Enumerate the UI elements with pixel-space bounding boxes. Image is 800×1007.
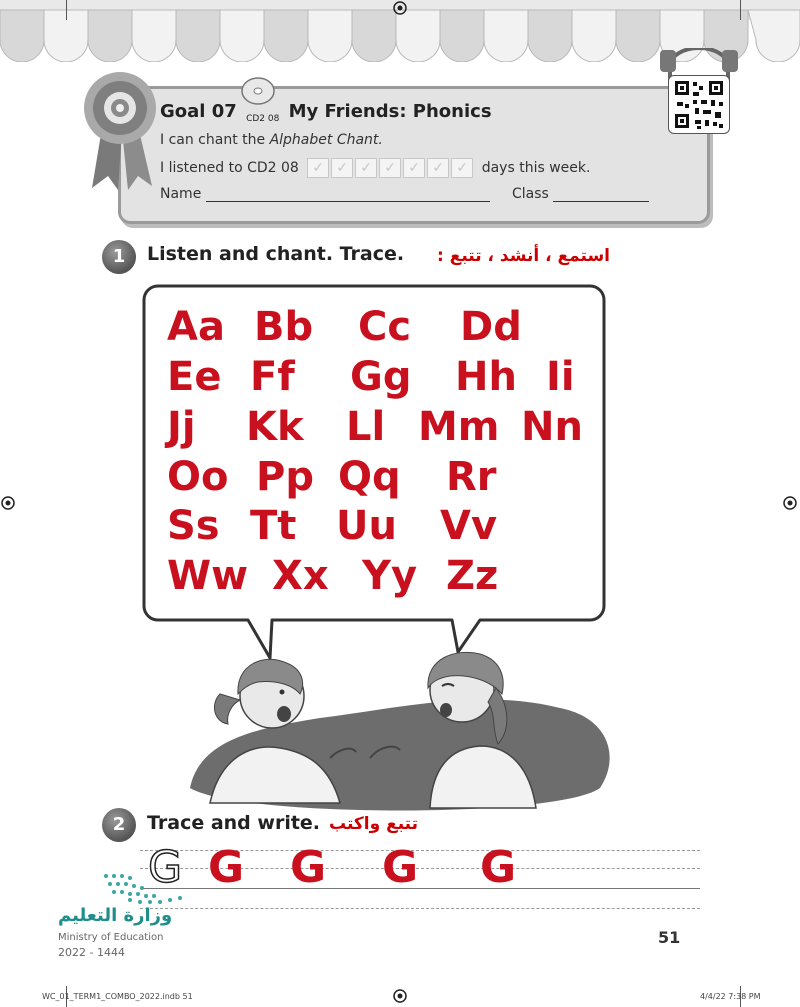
chanting-children-illustration [180, 618, 620, 818]
unit-title: My Friends: Phonics [288, 101, 492, 122]
print-slug-date: 4/4/22 7:38 PM [700, 992, 761, 1001]
qr-code[interactable] [668, 75, 730, 134]
class-row [512, 186, 649, 202]
written-letter-g: G [480, 842, 517, 893]
letter-pair-hh: Hh [455, 354, 517, 400]
letter-pair-ss: Ss [167, 503, 220, 549]
rosette-badge-icon [78, 68, 162, 192]
registration-mark-top [392, 0, 408, 16]
letter-pair-pp: Pp [256, 454, 314, 500]
day-check-4[interactable]: ✓ [379, 158, 401, 178]
can-prefix: I can chant the [160, 132, 270, 148]
letter-pair-yy: Yy [362, 553, 418, 599]
day-check-6[interactable]: ✓ [427, 158, 449, 178]
crop-mark [66, 0, 67, 20]
letter-pair-ll: Ll [346, 404, 386, 450]
registration-mark-right [782, 495, 798, 511]
cd-reference: CD2 08 [246, 114, 280, 124]
ministry-name-arabic: وزارة التعليم [58, 905, 173, 926]
exercise-2-instruction: Trace and write. [147, 812, 321, 834]
ministry-logo-icon [100, 868, 190, 908]
letter-pair-mm: Mm [418, 404, 500, 450]
letter-pair-ii: Ii [546, 354, 575, 400]
day-check-7[interactable]: ✓ [451, 158, 473, 178]
written-letter-g: G [290, 842, 327, 893]
letter-pair-rr: Rr [446, 454, 497, 500]
letter-pair-ff: Ff [250, 354, 295, 400]
letter-pair-jj: Jj [167, 404, 196, 450]
qr-code-icon [669, 76, 729, 133]
goal-label: Goal 07 [160, 101, 237, 122]
letter-pair-zz: Zz [446, 553, 499, 599]
class-field[interactable] [553, 187, 649, 202]
exercise-2-arabic-instruction: تتبع واكتب [328, 814, 418, 834]
letter-pair-xx: Xx [272, 553, 329, 599]
exercise-number-badge: 1 [102, 240, 136, 274]
exercise-1-instruction: Listen and chant. Trace. [147, 243, 405, 265]
ministry-name-english: Ministry of Education [58, 932, 164, 943]
letter-pair-aa: Aa [167, 304, 225, 350]
written-letter-g: G [382, 842, 419, 893]
can-statement [160, 132, 383, 148]
name-row [160, 186, 490, 202]
letter-pair-ww: Ww [167, 553, 249, 599]
letter-pair-nn: Nn [521, 404, 583, 450]
letter-pair-ee: Ee [167, 354, 222, 400]
registration-mark-bottom [392, 988, 408, 1004]
letter-pair-tt: Tt [250, 503, 297, 549]
letter-pair-dd: Dd [460, 304, 522, 350]
registration-mark-left [0, 495, 16, 511]
letter-pair-oo: Oo [167, 454, 229, 500]
letter-pair-bb: Bb [254, 304, 314, 350]
letter-pair-gg: Gg [350, 354, 412, 400]
crop-mark [740, 0, 741, 20]
listened-statement [160, 158, 590, 178]
day-check-5[interactable]: ✓ [403, 158, 425, 178]
letter-pair-cc: Cc [358, 304, 412, 350]
print-slug-file: WC_01_TERM1_COMBO_2022.indb 51 [42, 992, 193, 1001]
listened-prefix: I listened to CD2 08 [160, 160, 299, 176]
listened-suffix: days this week. [481, 160, 591, 176]
name-label: Name [160, 186, 202, 202]
exercise-number-badge: 2 [102, 808, 136, 842]
day-checkboxes [307, 158, 473, 178]
day-check-3[interactable]: ✓ [355, 158, 377, 178]
name-field[interactable] [206, 187, 490, 202]
letter-pair-uu: Uu [336, 503, 397, 549]
day-check-2[interactable]: ✓ [331, 158, 353, 178]
written-letter-g: G [208, 842, 245, 893]
writing-guide-bottom [140, 908, 700, 909]
letter-pair-kk: Kk [246, 404, 304, 450]
exercise-1-arabic-instruction: استمع ، أنشد ، تتبع : [436, 246, 610, 266]
letter-pair-vv: Vv [440, 503, 498, 549]
letter-pair-qq: Qq [338, 454, 401, 500]
can-chant-title: Alphabet Chant. [269, 132, 383, 148]
day-check-1[interactable]: ✓ [307, 158, 329, 178]
trace-letter-g[interactable]: G [148, 842, 183, 893]
goal-title [160, 101, 492, 122]
class-label: Class [512, 186, 549, 202]
academic-year: 2022 - 1444 [58, 946, 125, 959]
page-number: 51 [658, 928, 681, 947]
